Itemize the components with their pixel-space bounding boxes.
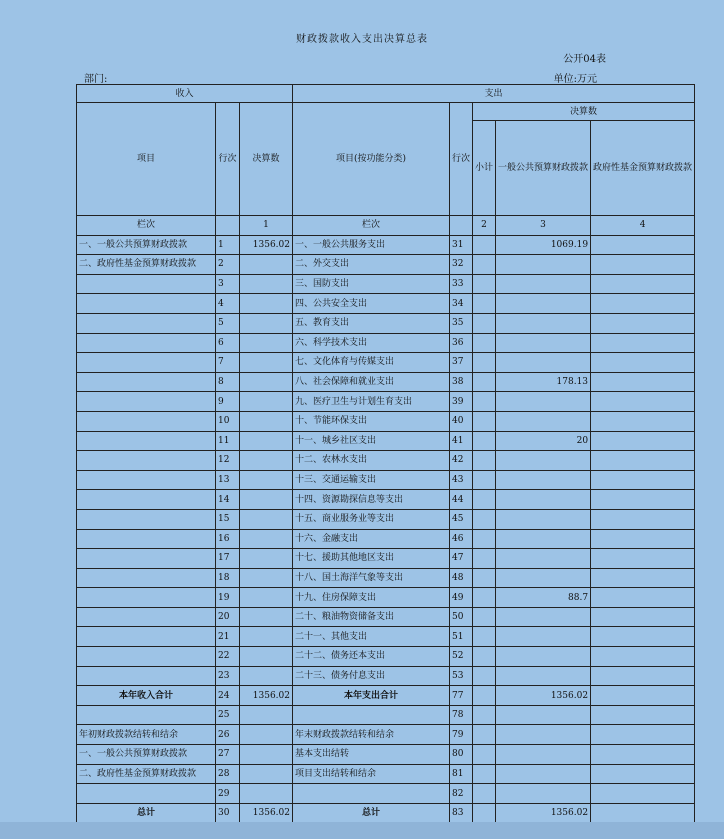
general-budget-amount bbox=[496, 313, 591, 333]
table-row bbox=[77, 294, 695, 314]
gov-fund-amount bbox=[591, 529, 695, 549]
income-item: 本年收入合计 bbox=[77, 686, 216, 706]
income-line-no: 10 bbox=[216, 411, 240, 431]
income-line-no: 1 bbox=[216, 235, 240, 255]
income-item bbox=[77, 372, 216, 392]
subtotal-amount bbox=[473, 647, 496, 667]
expense-line-no: 78 bbox=[450, 705, 473, 725]
general-budget-amount bbox=[496, 549, 591, 569]
income-line-no: 3 bbox=[216, 274, 240, 294]
general-budget-amount: 1356.02 bbox=[496, 803, 591, 823]
expense-item: 项目支出结转和结余 bbox=[293, 764, 450, 784]
gov-fund-amount bbox=[591, 490, 695, 510]
income-item bbox=[77, 607, 216, 627]
expense-item: 三、国防支出 bbox=[293, 274, 450, 294]
general-budget-amount bbox=[496, 509, 591, 529]
expense-line-no: 81 bbox=[450, 764, 473, 784]
gov-fund-amount bbox=[591, 705, 695, 725]
income-item bbox=[77, 647, 216, 667]
income-line-no: 16 bbox=[216, 529, 240, 549]
expense-item: 十六、金融支出 bbox=[293, 529, 450, 549]
subtotal-amount bbox=[473, 353, 496, 373]
general-budget-amount bbox=[496, 666, 591, 686]
income-line-no: 13 bbox=[216, 470, 240, 490]
income-amount bbox=[240, 451, 293, 471]
table-row bbox=[77, 235, 695, 255]
income-amount bbox=[240, 549, 293, 569]
income-item bbox=[77, 313, 216, 333]
income-item: 一、一般公共预算财政拨款 bbox=[77, 235, 216, 255]
expense-item bbox=[293, 784, 450, 804]
general-budget-amount bbox=[496, 411, 591, 431]
income-amount bbox=[240, 294, 293, 314]
expense-item: 十七、援助其他地区支出 bbox=[293, 549, 450, 569]
expense-item bbox=[293, 705, 450, 725]
general-budget-amount bbox=[496, 647, 591, 667]
expense-line-no: 51 bbox=[450, 627, 473, 647]
expense-line-no: 82 bbox=[450, 784, 473, 804]
gov-fund-amount bbox=[591, 803, 695, 823]
general-budget-amount: 1356.02 bbox=[496, 686, 591, 706]
gov-fund-amount bbox=[591, 745, 695, 765]
gov-fund-amount bbox=[591, 235, 695, 255]
subtotal-amount bbox=[473, 784, 496, 804]
income-line-no: 27 bbox=[216, 745, 240, 765]
income-amount bbox=[240, 647, 293, 667]
expense-line-no: 53 bbox=[450, 666, 473, 686]
income-line-no: 8 bbox=[216, 372, 240, 392]
income-amount-header: 决算数 bbox=[240, 103, 293, 216]
general-budget-amount bbox=[496, 451, 591, 471]
subtotal-header: 小计 bbox=[473, 121, 496, 216]
income-item: 年初财政拨款结转和结余 bbox=[77, 725, 216, 745]
income-item bbox=[77, 274, 216, 294]
income-header: 收入 bbox=[77, 85, 293, 103]
budget-table bbox=[76, 84, 695, 823]
col-label-expense: 栏次 bbox=[293, 216, 450, 236]
table-row bbox=[77, 313, 695, 333]
gov-fund-amount bbox=[591, 431, 695, 451]
general-budget-amount bbox=[496, 607, 591, 627]
table-row bbox=[77, 333, 695, 353]
income-amount bbox=[240, 313, 293, 333]
expense-item: 基本支出结转 bbox=[293, 745, 450, 765]
income-line-header: 行次 bbox=[216, 103, 240, 216]
table-row bbox=[77, 353, 695, 373]
income-item bbox=[77, 431, 216, 451]
subtotal-amount bbox=[473, 568, 496, 588]
gov-fund-amount bbox=[591, 568, 695, 588]
income-item bbox=[77, 588, 216, 608]
expense-line-no: 41 bbox=[450, 431, 473, 451]
income-amount bbox=[240, 666, 293, 686]
general-budget-header: 一般公共预算财政拨款 bbox=[496, 121, 591, 216]
expense-line-no: 44 bbox=[450, 490, 473, 510]
table-row bbox=[77, 568, 695, 588]
gov-fund-amount bbox=[591, 451, 695, 471]
expense-line-no: 34 bbox=[450, 294, 473, 314]
subtotal-amount bbox=[473, 607, 496, 627]
gov-fund-amount bbox=[591, 647, 695, 667]
expense-line-no: 32 bbox=[450, 255, 473, 275]
general-budget-amount bbox=[496, 353, 591, 373]
subtotal-amount bbox=[473, 745, 496, 765]
unit-label: 单位:万元 bbox=[553, 74, 597, 85]
expense-item: 二十三、债务付息支出 bbox=[293, 666, 450, 686]
income-line-no: 24 bbox=[216, 686, 240, 706]
income-line-no: 20 bbox=[216, 607, 240, 627]
income-line-no: 7 bbox=[216, 353, 240, 373]
income-line-no: 9 bbox=[216, 392, 240, 412]
income-amount bbox=[240, 607, 293, 627]
general-budget-amount bbox=[496, 568, 591, 588]
gov-fund-amount bbox=[591, 509, 695, 529]
income-line-no: 15 bbox=[216, 509, 240, 529]
page-title: 财政拨款收入支出决算总表 bbox=[296, 34, 428, 45]
income-line-no: 22 bbox=[216, 647, 240, 667]
income-amount bbox=[240, 509, 293, 529]
expense-item: 十、节能环保支出 bbox=[293, 411, 450, 431]
form-number: 公开04表 bbox=[563, 54, 606, 65]
general-budget-amount bbox=[496, 764, 591, 784]
income-amount bbox=[240, 588, 293, 608]
table-row bbox=[77, 529, 695, 549]
general-budget-amount: 1069.19 bbox=[496, 235, 591, 255]
col-number: 4 bbox=[591, 216, 695, 236]
table-row bbox=[77, 372, 695, 392]
general-budget-amount bbox=[496, 392, 591, 412]
gov-fund-header: 政府性基金预算财政拨款 bbox=[591, 121, 695, 216]
table-row bbox=[77, 666, 695, 686]
income-line-no: 4 bbox=[216, 294, 240, 314]
expense-line-no: 83 bbox=[450, 803, 473, 823]
income-amount bbox=[240, 470, 293, 490]
income-line-no: 21 bbox=[216, 627, 240, 647]
expense-line-no: 79 bbox=[450, 725, 473, 745]
gov-fund-amount bbox=[591, 313, 695, 333]
income-amount bbox=[240, 745, 293, 765]
gov-fund-amount bbox=[591, 627, 695, 647]
table-row bbox=[77, 490, 695, 510]
col-number: 1 bbox=[240, 216, 293, 236]
gov-fund-amount bbox=[591, 470, 695, 490]
expense-item: 二十一、其他支出 bbox=[293, 627, 450, 647]
expense-line-no: 40 bbox=[450, 411, 473, 431]
gov-fund-amount bbox=[591, 353, 695, 373]
income-line-no: 2 bbox=[216, 255, 240, 275]
table-row bbox=[77, 784, 695, 804]
subtotal-amount bbox=[473, 411, 496, 431]
general-budget-amount bbox=[496, 255, 591, 275]
expense-item: 二、外交支出 bbox=[293, 255, 450, 275]
department-label: 部门: bbox=[84, 74, 108, 85]
table-row bbox=[77, 431, 695, 451]
expense-item: 七、文化体育与传媒支出 bbox=[293, 353, 450, 373]
subtotal-amount bbox=[473, 294, 496, 314]
expense-line-no: 39 bbox=[450, 392, 473, 412]
general-budget-amount bbox=[496, 490, 591, 510]
income-line-no: 6 bbox=[216, 333, 240, 353]
income-amount: 1356.02 bbox=[240, 686, 293, 706]
expense-item: 十一、城乡社区支出 bbox=[293, 431, 450, 451]
income-line-no: 30 bbox=[216, 803, 240, 823]
subtotal-amount bbox=[473, 627, 496, 647]
subtotal-amount bbox=[473, 588, 496, 608]
income-amount bbox=[240, 411, 293, 431]
income-item bbox=[77, 529, 216, 549]
expense-item: 六、科学技术支出 bbox=[293, 333, 450, 353]
income-line-no: 26 bbox=[216, 725, 240, 745]
expense-line-no: 49 bbox=[450, 588, 473, 608]
gov-fund-amount bbox=[591, 666, 695, 686]
general-budget-amount bbox=[496, 294, 591, 314]
table-row bbox=[77, 509, 695, 529]
table-row bbox=[77, 451, 695, 471]
expense-line-no: 35 bbox=[450, 313, 473, 333]
table-row bbox=[77, 647, 695, 667]
expense-item: 八、社会保障和就业支出 bbox=[293, 372, 450, 392]
expense-line-no: 31 bbox=[450, 235, 473, 255]
subtotal-amount bbox=[473, 235, 496, 255]
expense-line-no: 50 bbox=[450, 607, 473, 627]
general-budget-amount bbox=[496, 529, 591, 549]
general-budget-amount: 20 bbox=[496, 431, 591, 451]
col-number: 2 bbox=[473, 216, 496, 236]
income-item bbox=[77, 451, 216, 471]
bottom-strip bbox=[0, 822, 724, 839]
expense-line-no: 42 bbox=[450, 451, 473, 471]
income-amount bbox=[240, 627, 293, 647]
gov-fund-amount bbox=[591, 411, 695, 431]
income-item bbox=[77, 509, 216, 529]
table-row bbox=[77, 764, 695, 784]
expense-item: 十五、商业服务业等支出 bbox=[293, 509, 450, 529]
income-line-no: 12 bbox=[216, 451, 240, 471]
income-item bbox=[77, 666, 216, 686]
income-item bbox=[77, 333, 216, 353]
expense-item-header: 项目(按功能分类) bbox=[293, 103, 450, 216]
subtotal-amount bbox=[473, 274, 496, 294]
table-row bbox=[77, 607, 695, 627]
expense-header: 支出 bbox=[293, 85, 695, 103]
expense-item: 总计 bbox=[293, 803, 450, 823]
subtotal-amount bbox=[473, 725, 496, 745]
subtotal-amount bbox=[473, 333, 496, 353]
gov-fund-amount bbox=[591, 764, 695, 784]
general-budget-amount: 178.13 bbox=[496, 372, 591, 392]
expense-line-no: 48 bbox=[450, 568, 473, 588]
expense-item: 十三、交通运输支出 bbox=[293, 470, 450, 490]
expense-line-no: 37 bbox=[450, 353, 473, 373]
income-item bbox=[77, 294, 216, 314]
expense-line-header: 行次 bbox=[450, 103, 473, 216]
income-line-no: 23 bbox=[216, 666, 240, 686]
income-line-no: 28 bbox=[216, 764, 240, 784]
income-amount bbox=[240, 333, 293, 353]
income-line-no: 29 bbox=[216, 784, 240, 804]
expense-item: 一、一般公共服务支出 bbox=[293, 235, 450, 255]
subtotal-amount bbox=[473, 372, 496, 392]
general-budget-amount bbox=[496, 705, 591, 725]
expense-line-no: 38 bbox=[450, 372, 473, 392]
income-item bbox=[77, 490, 216, 510]
gov-fund-amount bbox=[591, 274, 695, 294]
gov-fund-amount bbox=[591, 333, 695, 353]
income-amount: 1356.02 bbox=[240, 803, 293, 823]
expense-item: 十四、资源勘探信息等支出 bbox=[293, 490, 450, 510]
general-budget-amount bbox=[496, 470, 591, 490]
gov-fund-amount bbox=[591, 392, 695, 412]
table-row bbox=[77, 686, 695, 706]
expense-item: 十八、国土海洋气象等支出 bbox=[293, 568, 450, 588]
table-row bbox=[77, 803, 695, 823]
subtotal-amount bbox=[473, 431, 496, 451]
table-row bbox=[77, 470, 695, 490]
expense-line-no: 43 bbox=[450, 470, 473, 490]
gov-fund-amount bbox=[591, 607, 695, 627]
expense-item: 本年支出合计 bbox=[293, 686, 450, 706]
expense-line-no: 80 bbox=[450, 745, 473, 765]
subtotal-amount bbox=[473, 451, 496, 471]
subtotal-amount bbox=[473, 666, 496, 686]
income-amount bbox=[240, 529, 293, 549]
subtotal-amount bbox=[473, 764, 496, 784]
income-line-no: 14 bbox=[216, 490, 240, 510]
expense-item: 二十二、债务还本支出 bbox=[293, 647, 450, 667]
income-item bbox=[77, 705, 216, 725]
income-item: 二、政府性基金预算财政拨款 bbox=[77, 764, 216, 784]
table-row bbox=[77, 725, 695, 745]
subtotal-amount bbox=[473, 686, 496, 706]
income-line-no: 17 bbox=[216, 549, 240, 569]
gov-fund-amount bbox=[591, 686, 695, 706]
table-row bbox=[77, 705, 695, 725]
income-line-no: 11 bbox=[216, 431, 240, 451]
table-row bbox=[77, 255, 695, 275]
gov-fund-amount bbox=[591, 255, 695, 275]
subtotal-amount bbox=[473, 529, 496, 549]
table-row bbox=[77, 745, 695, 765]
general-budget-amount bbox=[496, 784, 591, 804]
income-item bbox=[77, 392, 216, 412]
income-amount bbox=[240, 725, 293, 745]
subtotal-amount bbox=[473, 490, 496, 510]
income-amount bbox=[240, 568, 293, 588]
income-item bbox=[77, 784, 216, 804]
subtotal-amount bbox=[473, 255, 496, 275]
income-amount bbox=[240, 784, 293, 804]
general-budget-amount bbox=[496, 274, 591, 294]
subtotal-amount bbox=[473, 705, 496, 725]
table-row bbox=[77, 392, 695, 412]
expense-line-no: 46 bbox=[450, 529, 473, 549]
expense-item: 年末财政拨款结转和结余 bbox=[293, 725, 450, 745]
income-item: 一、一般公共预算财政拨款 bbox=[77, 745, 216, 765]
income-amount bbox=[240, 274, 293, 294]
income-item bbox=[77, 470, 216, 490]
income-amount bbox=[240, 392, 293, 412]
subtotal-amount bbox=[473, 509, 496, 529]
subtotal-amount bbox=[473, 313, 496, 333]
general-budget-amount: 88.7 bbox=[496, 588, 591, 608]
gov-fund-amount bbox=[591, 588, 695, 608]
income-amount bbox=[240, 353, 293, 373]
income-line-no: 18 bbox=[216, 568, 240, 588]
income-amount bbox=[240, 490, 293, 510]
income-amount: 1356.02 bbox=[240, 235, 293, 255]
gov-fund-amount bbox=[591, 784, 695, 804]
table-row bbox=[77, 549, 695, 569]
expense-line-no: 77 bbox=[450, 686, 473, 706]
expense-item: 四、公共安全支出 bbox=[293, 294, 450, 314]
expense-item: 十二、农林水支出 bbox=[293, 451, 450, 471]
final-amount-header: 决算数 bbox=[473, 103, 695, 121]
expense-line-no: 33 bbox=[450, 274, 473, 294]
income-item: 二、政府性基金预算财政拨款 bbox=[77, 255, 216, 275]
general-budget-amount bbox=[496, 333, 591, 353]
general-budget-amount bbox=[496, 725, 591, 745]
col-number: 3 bbox=[496, 216, 591, 236]
expense-line-no: 52 bbox=[450, 647, 473, 667]
general-budget-amount bbox=[496, 745, 591, 765]
expense-line-no: 45 bbox=[450, 509, 473, 529]
subtotal-amount bbox=[473, 470, 496, 490]
table-row bbox=[77, 588, 695, 608]
expense-item: 二十、粮油物资储备支出 bbox=[293, 607, 450, 627]
subtotal-amount bbox=[473, 392, 496, 412]
gov-fund-amount bbox=[591, 372, 695, 392]
income-item: 总计 bbox=[77, 803, 216, 823]
income-line-no: 25 bbox=[216, 705, 240, 725]
expense-item: 五、教育支出 bbox=[293, 313, 450, 333]
table-row bbox=[77, 411, 695, 431]
col-label-income: 栏次 bbox=[77, 216, 216, 236]
income-amount bbox=[240, 705, 293, 725]
general-budget-amount bbox=[496, 627, 591, 647]
income-amount bbox=[240, 431, 293, 451]
income-line-no: 19 bbox=[216, 588, 240, 608]
subtotal-amount bbox=[473, 803, 496, 823]
income-item bbox=[77, 353, 216, 373]
expense-line-no: 47 bbox=[450, 549, 473, 569]
subtotal-amount bbox=[473, 549, 496, 569]
income-item bbox=[77, 568, 216, 588]
gov-fund-amount bbox=[591, 725, 695, 745]
table-row bbox=[77, 274, 695, 294]
gov-fund-amount bbox=[591, 549, 695, 569]
income-amount bbox=[240, 255, 293, 275]
income-item bbox=[77, 627, 216, 647]
income-amount bbox=[240, 372, 293, 392]
income-amount bbox=[240, 764, 293, 784]
table-row bbox=[77, 627, 695, 647]
gov-fund-amount bbox=[591, 294, 695, 314]
income-item bbox=[77, 411, 216, 431]
income-line-no: 5 bbox=[216, 313, 240, 333]
income-item-header: 项目 bbox=[77, 103, 216, 216]
expense-line-no: 36 bbox=[450, 333, 473, 353]
expense-item: 九、医疗卫生与计划生育支出 bbox=[293, 392, 450, 412]
expense-item: 十九、住房保障支出 bbox=[293, 588, 450, 608]
income-item bbox=[77, 549, 216, 569]
